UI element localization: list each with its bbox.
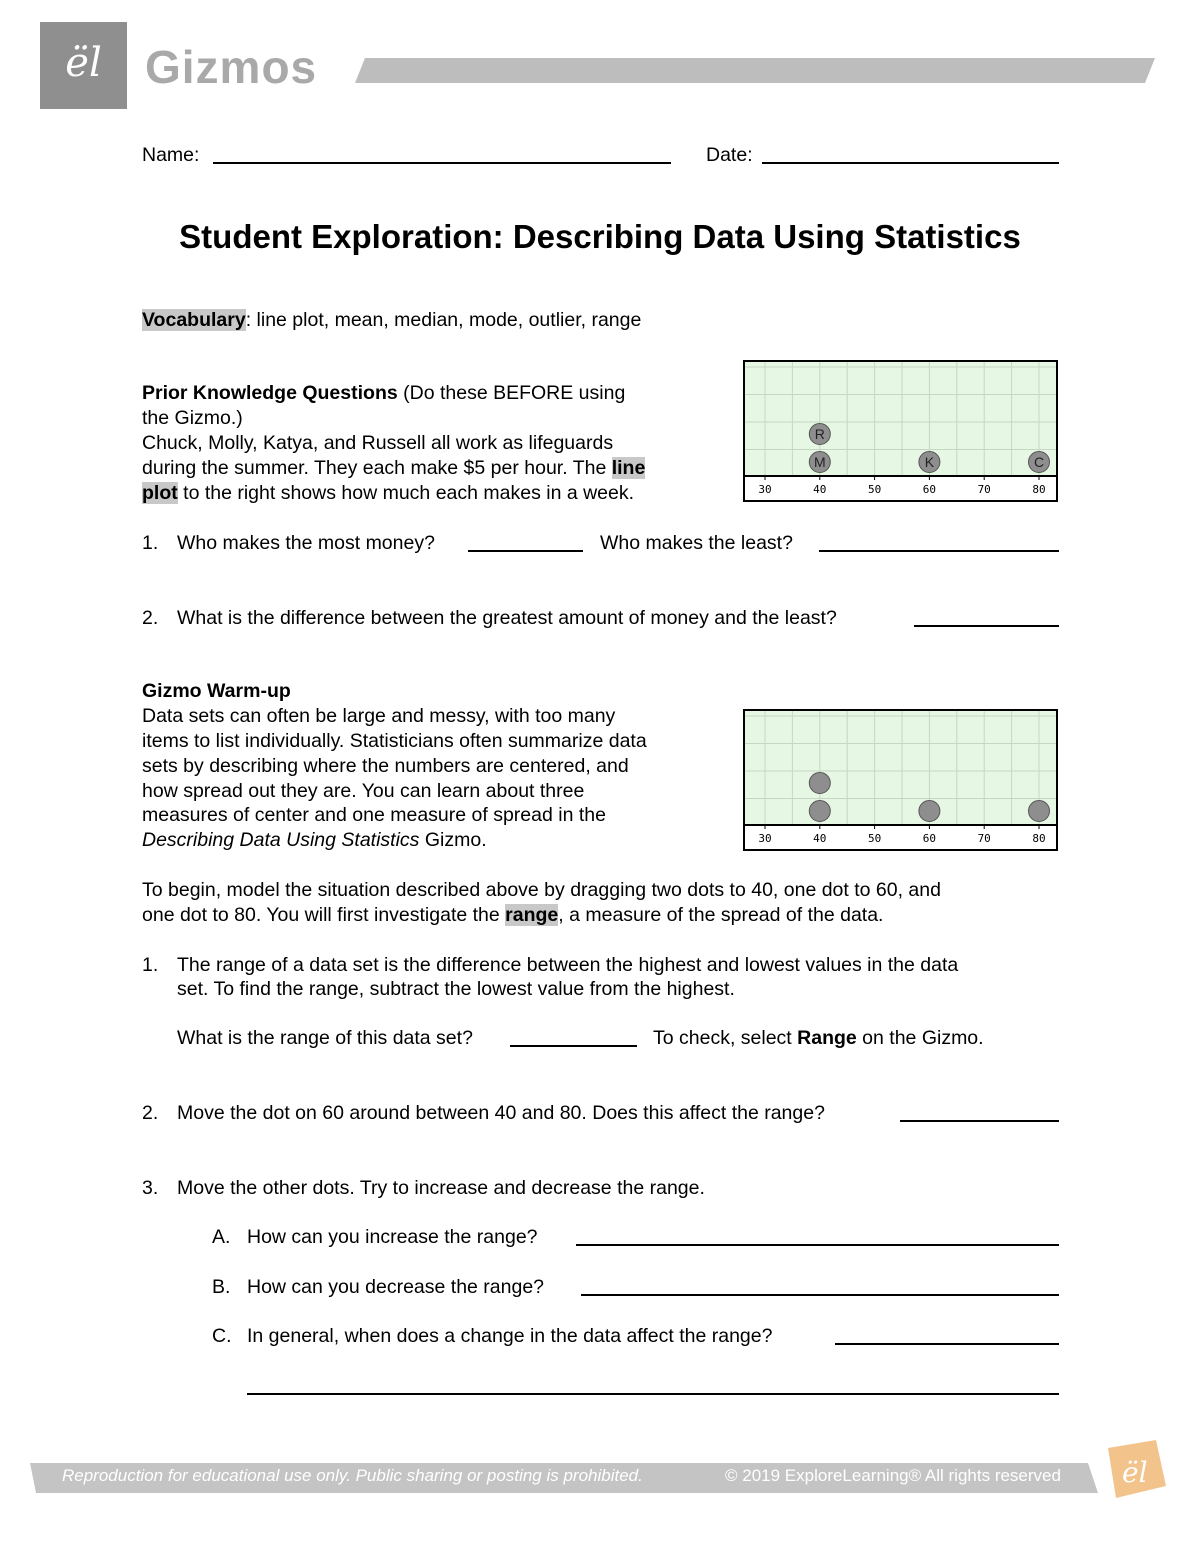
x-tick-label: 70 — [977, 483, 991, 496]
x-tick-label: 40 — [813, 483, 827, 496]
logo-glyph: ël — [65, 40, 102, 86]
brand-name: Gizmos — [145, 41, 318, 93]
prior-q2-number: 2. — [142, 607, 159, 629]
x-tick-label: 30 — [758, 832, 772, 845]
line-plot-lifeguards — [743, 360, 1058, 502]
vocabulary-terms: : line plot, mean, median, mode, outlier, range — [245, 309, 642, 331]
warmup-line-6-text: Gizmo. — [419, 829, 487, 851]
prior-q1-text: Who makes the most money? — [177, 532, 435, 554]
data-point[interactable] — [809, 773, 830, 794]
range-option-label: Range — [797, 1027, 857, 1049]
prior-q1-answer-field[interactable] — [468, 550, 583, 552]
warmup-q2-text: Move the dot on 60 around between 40 and 80. Does this affect the range? — [177, 1102, 825, 1124]
term-plot: plot — [142, 482, 178, 504]
warmup-q1-line-1: The range of a data set is the difference between the highest and lowest values in the data — [177, 954, 959, 976]
data-point[interactable] — [809, 801, 830, 822]
data-point-label: K — [924, 454, 935, 470]
warmup-q1-check-text: To check, select — [653, 1027, 798, 1049]
warmup-line-2: items to list individually. Statisticians often summarize data — [142, 730, 647, 752]
prior-q1b-answer-field[interactable] — [819, 550, 1059, 552]
warmup-q3-number: 3. — [142, 1177, 159, 1199]
data-point-label: R — [814, 426, 825, 442]
term-range: range — [505, 904, 559, 926]
x-tick-label: 80 — [1032, 483, 1046, 496]
warmup-qb-text: How can you decrease the range? — [247, 1276, 545, 1298]
data-point-label: M — [813, 454, 826, 470]
warmup-q1-answer-field[interactable] — [510, 1045, 637, 1047]
prior-line-3: Chuck, Molly, Katya, and Russell all work as lifeguards — [142, 432, 614, 454]
prior-line-5 — [142, 481, 634, 506]
explorelearning-footer-logo — [1098, 1440, 1168, 1500]
x-tick-label: 50 — [867, 483, 882, 496]
prior-heading-line — [142, 381, 625, 406]
date-field[interactable] — [762, 162, 1059, 164]
x-tick-label: 40 — [813, 832, 827, 845]
vocabulary-line — [142, 308, 641, 333]
warmup-body-1: To begin, model the situation described above by dragging two dots to 40, one dot to 60, and — [142, 879, 941, 901]
warmup-q2-answer-field[interactable] — [900, 1120, 1059, 1122]
footer-logo-glyph: ël — [1122, 1456, 1148, 1489]
warmup-qb-letter: B. — [212, 1276, 231, 1298]
line-plot-warmup — [743, 709, 1058, 851]
line-plot-lifeguards-svg — [745, 362, 1056, 500]
line-plot-warmup-svg — [745, 711, 1056, 849]
prior-q2-answer-field[interactable] — [914, 625, 1059, 627]
explorelearning-logo — [40, 22, 127, 109]
term-line: line — [611, 457, 646, 479]
warmup-qa-answer-field[interactable] — [576, 1244, 1059, 1246]
data-point[interactable] — [1029, 801, 1050, 822]
warmup-q1-ask: What is the range of this data set? — [177, 1027, 473, 1049]
warmup-line-1: Data sets can often be large and messy, with too many — [142, 705, 616, 727]
prior-q1b-text: Who makes the least? — [600, 532, 793, 554]
warmup-qa-text: How can you increase the range? — [247, 1226, 538, 1248]
warmup-body-2 — [142, 903, 883, 928]
warmup-qc-letter: C. — [212, 1325, 232, 1347]
name-field[interactable] — [213, 162, 671, 164]
warmup-line-6 — [142, 828, 487, 853]
warmup-qc-text: In general, when does a change in the data affect the range? — [247, 1325, 773, 1347]
plot-area — [745, 362, 1056, 476]
warmup-q2-number: 2. — [142, 1102, 159, 1124]
warmup-q3-text: Move the other dots. Try to increase and decrease the range. — [177, 1177, 705, 1199]
data-point[interactable] — [919, 801, 940, 822]
warmup-body-2-rest: , a measure of the spread of the data. — [558, 904, 884, 926]
warmup-line-5: measures of center and one measure of spread in the — [142, 804, 606, 826]
footer-copyright: © 2019 ExploreLearning® All rights reserved — [725, 1466, 1061, 1485]
x-tick-label: 60 — [922, 483, 937, 496]
x-tick-label: 50 — [867, 832, 882, 845]
warmup-q1-check-rest: on the Gizmo. — [856, 1027, 984, 1049]
x-tick-label: 80 — [1032, 832, 1046, 845]
x-tick-label: 30 — [758, 483, 772, 496]
warmup-qc-answer-field-2[interactable] — [247, 1393, 1059, 1395]
header-bar — [355, 58, 1155, 83]
data-point-label: C — [1033, 454, 1045, 470]
vocabulary-label: Vocabulary — [142, 309, 246, 331]
prior-q1-number: 1. — [142, 532, 159, 554]
warmup-qc-answer-field[interactable] — [835, 1343, 1059, 1345]
prior-line-5-text: to the right shows how much each makes in a week. — [177, 482, 635, 504]
plot-area — [745, 711, 1056, 825]
prior-heading: Prior Knowledge Questions — [142, 382, 398, 404]
x-tick-label: 70 — [977, 832, 991, 845]
warmup-q1-number: 1. — [142, 954, 159, 976]
warmup-line-3: sets by describing where the numbers are centered, and — [142, 755, 629, 777]
warmup-heading: Gizmo Warm-up — [142, 680, 291, 702]
warmup-q1-check — [653, 1026, 984, 1051]
page-title: Student Exploration: Describing Data Using Statistics — [179, 218, 1021, 255]
warmup-qb-answer-field[interactable] — [581, 1294, 1059, 1296]
prior-heading-note: (Do these BEFORE using — [397, 382, 626, 404]
gizmo-name: Describing Data Using Statistics — [142, 829, 420, 851]
name-label: Name: — [142, 144, 200, 166]
footer-disclaimer: Reproduction for educational use only. Public sharing or posting is prohibited. — [62, 1466, 643, 1485]
warmup-qa-letter: A. — [212, 1226, 231, 1248]
x-tick-label: 60 — [922, 832, 937, 845]
date-label: Date: — [706, 144, 753, 166]
warmup-q1-line-2: set. To find the range, subtract the lowest value from the highest. — [177, 978, 735, 1000]
prior-q2-text: What is the difference between the greatest amount of money and the least? — [177, 607, 837, 629]
prior-line-4 — [142, 456, 645, 481]
warmup-body-2-text: one dot to 80. You will first investigate the — [142, 904, 506, 926]
warmup-line-4: how spread out they are. You can learn about three — [142, 780, 585, 802]
prior-line-4-text: during the summer. They each make $5 per hour. The — [142, 457, 612, 479]
prior-line-2: the Gizmo.) — [142, 407, 243, 429]
